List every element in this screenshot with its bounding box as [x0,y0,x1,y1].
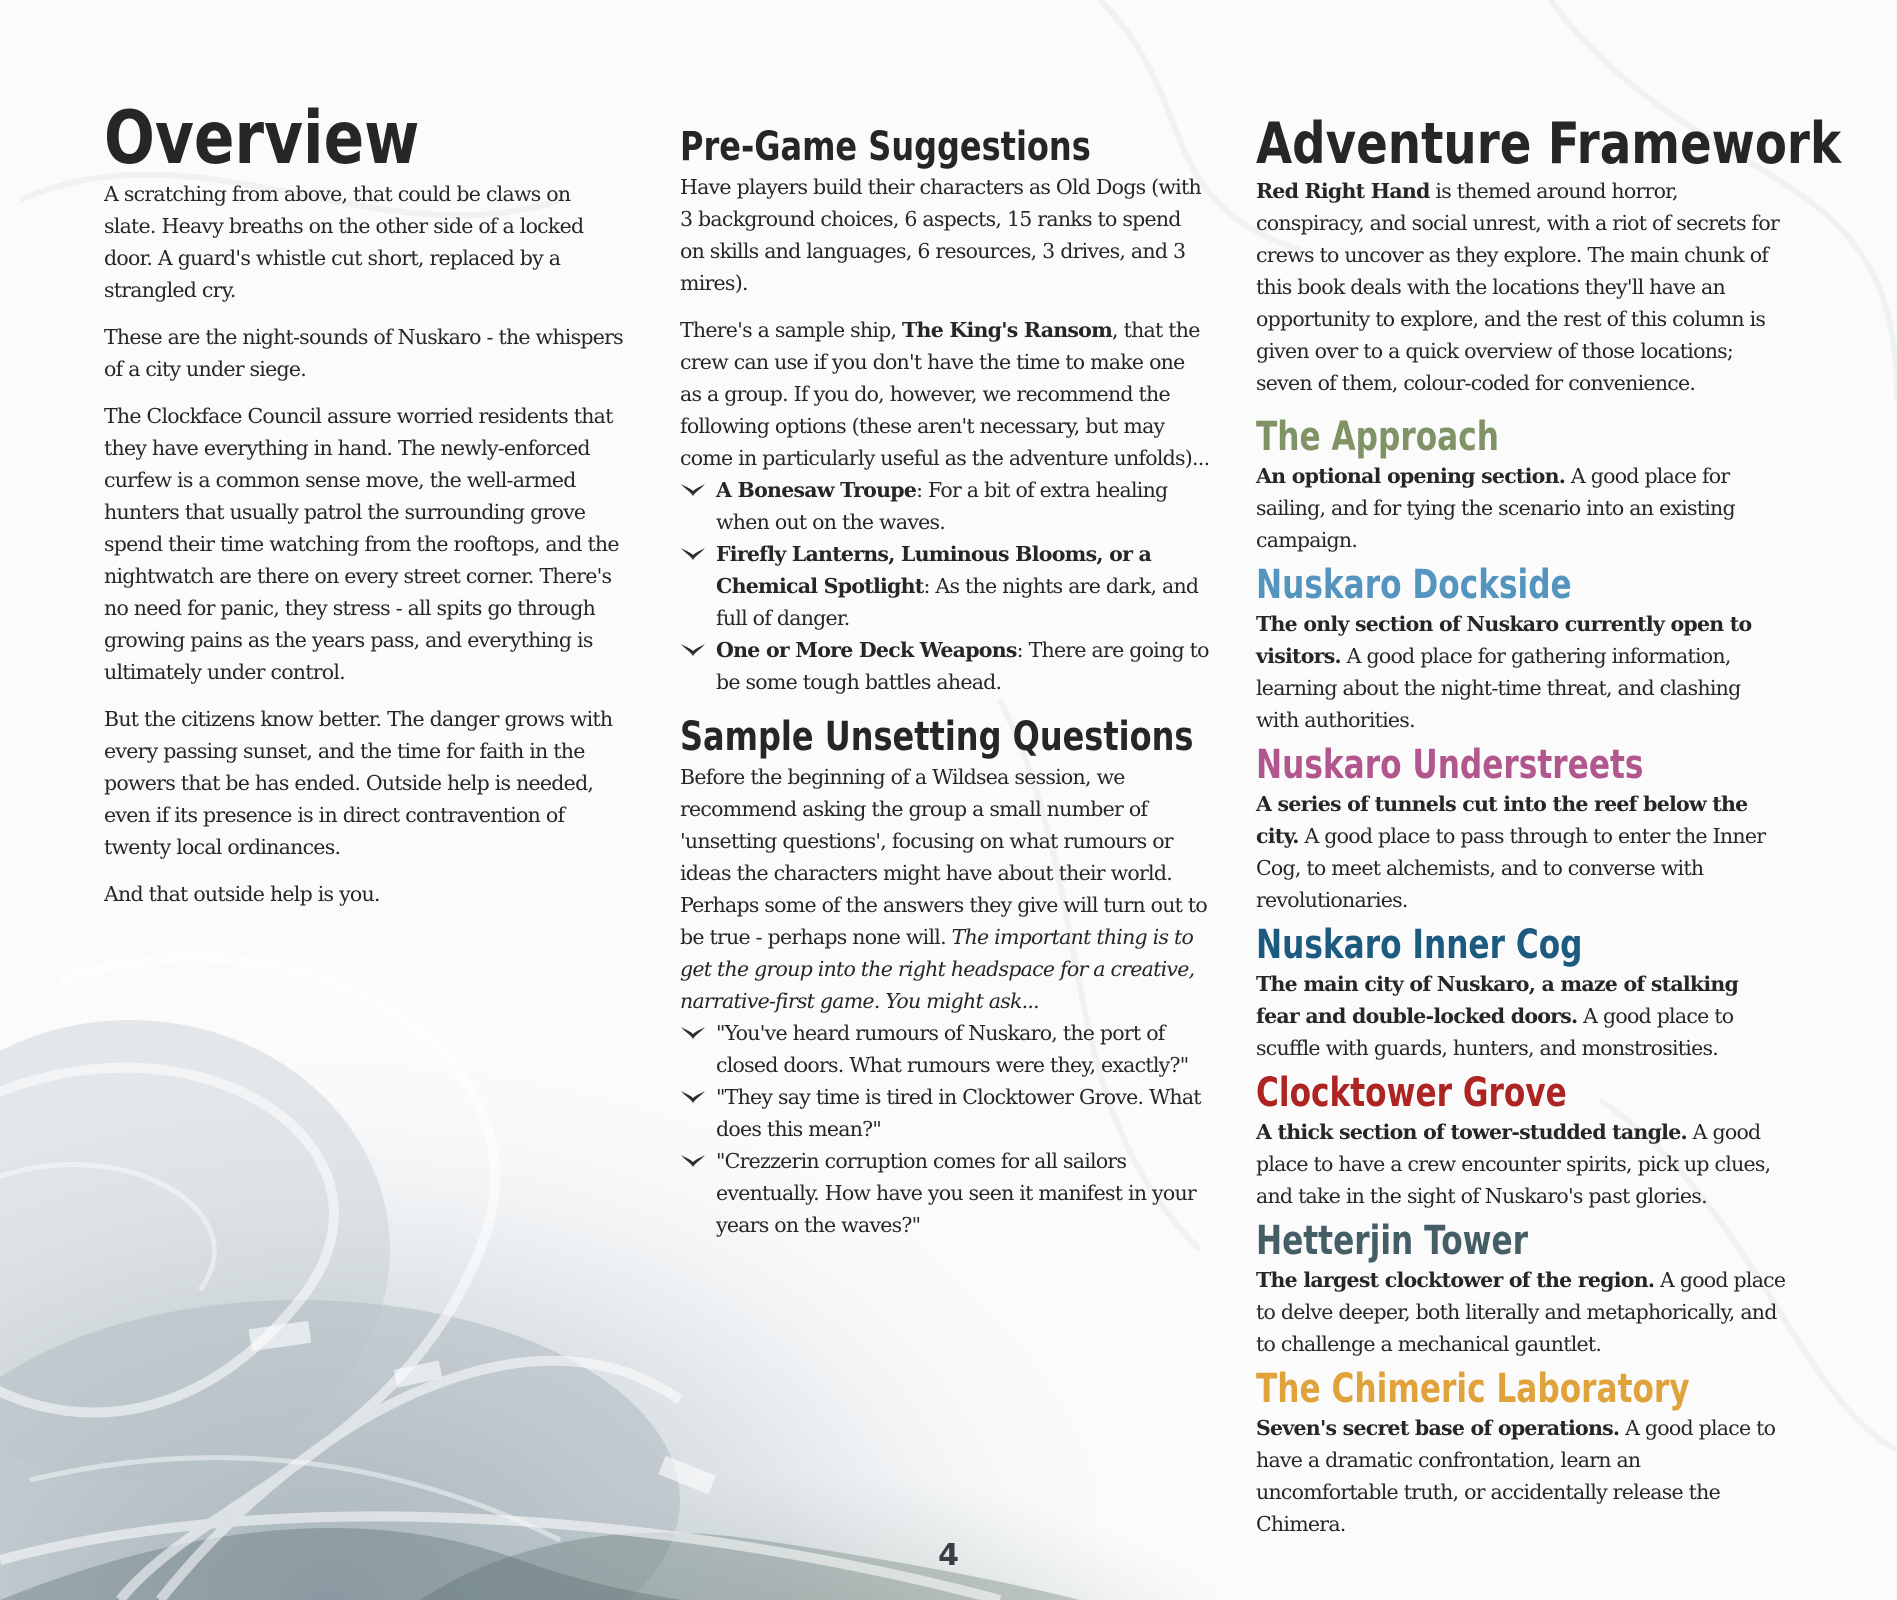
location-title: Nuskaro Inner Cog [1256,922,1583,968]
bird-bullet-icon [680,1152,706,1170]
option-text: : There are going to be some tough battles ahead. [716,638,1209,694]
list-item [680,634,1210,698]
location-hetterjin-tower [1256,1218,1786,1360]
location-summary: An optional opening section. [1256,464,1566,488]
location-inner-cog [1256,922,1786,1064]
location-clocktower-grove [1256,1070,1786,1212]
location-dockside [1256,562,1786,736]
framework-intro-text: is themed around horror, conspiracy, and social unrest, with a riot of secrets for crews to uncover as they explore. The main chunk of this book deals with the locations they'll have an opportunity to explore, and the rest of this column is given over to a quick overview of those locations; seven of them, colour-coded for convenience. [1256,179,1780,395]
bird-bullet-icon [680,641,706,659]
location-title: The Chimeric Laboratory [1256,1366,1690,1412]
column-overview [104,96,626,925]
list-item [680,1081,1210,1145]
overview-paragraph-1: A scratching from above, that could be claws on slate. Heavy breaths on the other side of a locked door. A guard's whistle cut short, replaced by a strangled cry. [104,182,584,302]
location-title: Nuskaro Understreets [1256,742,1644,788]
list-item [680,1017,1210,1081]
location-description [1256,968,1786,1064]
option-name: A Bonesaw Troupe [716,478,917,502]
option-text: : For a bit of extra healing when out on the waves. [716,478,1168,534]
location-text: A good place to scuffle with guards, hunters, and monstrosities. [1256,1004,1734,1060]
framework-intro [1256,175,1786,399]
location-text: A good place to delve deeper, both literally and metaphorically, and to challenge a mechanical gauntlet. [1256,1268,1786,1356]
location-text: A good place to have a dramatic confrontation, learn an uncomfortable truth, or accidentally release the Chimera. [1256,1416,1776,1536]
location-summary: A series of tunnels cut into the reef below the city. [1256,792,1748,848]
bird-bullet-icon [680,1088,706,1106]
ship-name: The King's Ransom [902,318,1113,342]
overview-paragraph-5: And that outside help is you. [104,882,380,906]
pregame-paragraph-1: Have players build their characters as Old Dogs (with 3 background choices, 6 aspects, 15 ranks to spend on skills and languages, 6 resources, 3 drives, and 3 mires). [680,175,1201,295]
pregame-p2-after: , that the crew can use if you don't have the time to make one as a group. If you do, however, we recommend the following options (these aren't necessary, but may come in particularly useful as the adventure unfolds)... [680,318,1210,470]
location-summary: Seven's secret base of operations. [1256,1416,1620,1440]
ship-options-list [680,474,1210,698]
pregame-paragraph-2 [680,314,1210,474]
list-item [680,474,1210,538]
page-number: 4 [938,1538,959,1573]
question-text: "Crezzerin corruption comes for all sailors eventually. How have you seen it manifest in your years on the waves?" [716,1149,1196,1237]
location-description [1256,1116,1786,1212]
book-title: Red Right Hand [1256,179,1430,203]
option-name: One or More Deck Weapons [716,638,1017,662]
question-text: "They say time is tired in Clocktower Grove. What does this mean?" [716,1085,1201,1141]
location-description [1256,608,1786,736]
question-text: "You've heard rumours of Nuskaro, the port of closed doors. What rumours were they, exactly?" [716,1021,1189,1077]
location-text: A good place for sailing, and for tying the scenario into an existing campaign. [1256,464,1735,552]
bird-bullet-icon [680,481,706,499]
location-description [1256,788,1786,916]
questions-title: Sample Unsetting Questions [680,714,1194,760]
location-summary: The main city of Nuskaro, a maze of stalking fear and double-locked doors. [1256,972,1739,1028]
location-description [1256,460,1786,556]
bird-bullet-icon [680,1024,706,1042]
location-summary: The largest clocktower of the region. [1256,1268,1655,1292]
location-description [1256,1412,1786,1540]
bird-bullet-icon [680,545,706,563]
location-title: Hetterjin Tower [1256,1218,1529,1264]
location-chimeric-laboratory [1256,1366,1786,1540]
pregame-p2-before: There's a sample ship, [680,318,903,342]
list-item [680,1145,1210,1241]
location-text: A good place to have a crew encounter spirits, pick up clues, and take in the sight of Nuskaro's past glories. [1256,1120,1771,1208]
location-title: Clocktower Grove [1256,1070,1567,1116]
location-title: Nuskaro Dockside [1256,562,1572,608]
option-text: : As the nights are dark, and full of danger. [716,574,1199,630]
column-pregame [680,100,1210,1256]
framework-title: Adventure Framework [1256,111,1842,177]
location-text: A good place to pass through to enter the Inner Cog, to meet alchemists, and to converse with revolutionaries. [1256,824,1766,912]
pregame-title: Pre-Game Suggestions [680,124,1091,170]
location-understreets [1256,742,1786,916]
location-approach [1256,414,1786,556]
location-description [1256,1264,1786,1360]
location-title: The Approach [1256,414,1499,460]
column-framework [1256,100,1842,1540]
questions-intro-italic: The important thing is to get the group into the right headspace for a creative, narrative-first game. You might ask... [680,925,1195,1013]
overview-title: Overview [104,96,420,181]
option-name: Firefly Lanterns, Luminous Blooms, or a Chemical Spotlight [716,542,1152,598]
overview-paragraph-3: The Clockface Council assure worried residents that they have everything in hand. The newly-enforced curfew is a common sense move, the well-armed hunters that usually patrol the surrounding grove spend their time watching from the rooftops, and the nightwatch are there on every street corner. There's no need for panic, they stress - all spits go through growing pains as the years pass, and everything is ultimately under control. [104,404,619,684]
list-item [680,538,1210,634]
questions-intro [680,761,1210,1017]
location-summary: A thick section of tower-studded tangle. [1256,1120,1687,1144]
overview-paragraph-4: But the citizens know better. The danger grows with every passing sunset, and the time for faith in the powers that be has ended. Outside help is needed, even if its presence is in direct contravention of twenty local ordinances. [104,707,613,859]
questions-intro-text: Before the beginning of a Wildsea session, we recommend asking the group a small number of 'unsetting questions', focusing on what rumours or ideas the characters might have about their world. Perhaps some of the answers they give will turn out to be true - perhaps none will. [680,765,1207,949]
location-summary: The only section of Nuskaro currently open to visitors. [1256,612,1752,668]
overview-paragraph-2: These are the night-sounds of Nuskaro - the whispers of a city under siege. [104,325,623,381]
questions-list [680,1017,1210,1241]
location-text: A good place for gathering information, learning about the night-time threat, and clashing with authorities. [1256,644,1741,732]
